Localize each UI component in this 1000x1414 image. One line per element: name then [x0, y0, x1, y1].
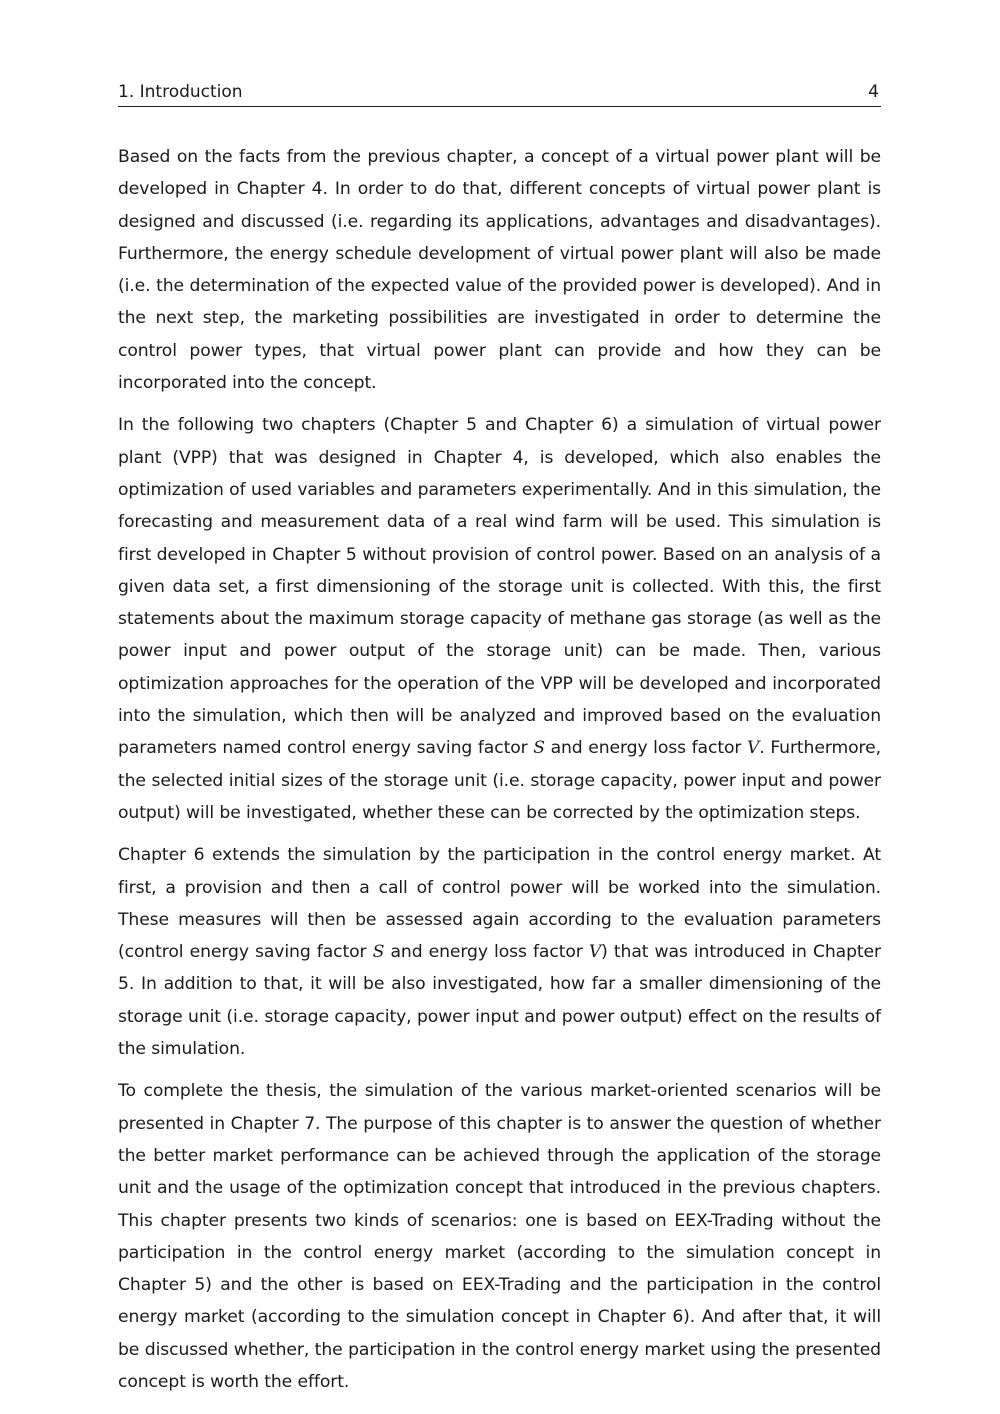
paragraph-1: Based on the facts from the previous chapter, a concept of a virtual power plant will be developed in Chapter 4. In order to do that, different concepts of virtual power plant is designed and discussed (i.e. regarding its applications, advantages and disadvantages). Furthermore, the energy schedule development of virtual power plant will also be made (i.e. the determination of the expected value of the provided power is developed). And in the next step, the marketing possibilities are investigated in order to determine the control power types, that virtual power plant can provide and how they can be incorporated into the concept. — [118, 147, 881, 394]
paragraph-4: To complete the thesis, the simulation of the various market-oriented scenarios will be presented in Chapter 7. The purpose of this chapter is to answer the question of whether the better market performance can be achieved through the application of the storage unit and the usage of the optimization concept that introduced in the previous chapters. This chapter presents two kinds of scenarios: one is based on EEX-Trading without the participation in the control energy market (according to the simulation concept in Chapter 5) and the other is based on EEX-Trading and the participation in the control energy market (according to the simulation concept in Chapter 6). And after that, it will be discussed whether, the participation in the control energy market using the presented concept is worth the effort. — [118, 1081, 881, 1392]
variable-s: S — [533, 738, 545, 759]
paragraph-3-part-a: Chapter 6 extends the simulation by the participation in the control energy market. At first, a provision and then a call of control power will be worked into the simulation. These measures will then be assessed again according to the evaluation parameters (control energy saving factor — [118, 845, 881, 963]
paragraph-2 — [118, 409, 881, 829]
paragraph-2-part-a: In the following two chapters (Chapter 5 and Chapter 6) a simulation of virtual power plant (VPP) that was designed in Chapter 4, is developed, which also enables the optimization of used variables and parameters experimentally. And in this simulation, the forecasting and measurement data of a real wind farm will be used. This simulation is first developed in Chapter 5 without provision of control power. Based on an analysis of a given data set, a first dimensioning of the storage unit is collected. With this, the first statements about the maximum storage capacity of methane gas storage (as well as the power input and power output of the storage unit) can be made. Then, various optimization approaches for the operation of the VPP will be developed and incorporated into the simulation, which then will be analyzed and improved based on the evaluation parameters named control energy saving factor — [118, 415, 881, 759]
paragraph-3-part-c: ) that was introduced in Chapter 5. In addition to that, it will be also investigated, how far a smaller dimensioning of the storage unit (i.e. storage capacity, power input and power output) effect on the results of the simulation. — [118, 942, 881, 1060]
variable-v: V — [588, 942, 602, 963]
running-header — [118, 80, 881, 107]
variable-v: V — [747, 738, 760, 759]
page-number: 4 — [868, 82, 879, 102]
paragraph-3-part-b: and energy loss factor — [390, 942, 583, 963]
paragraph-3 — [118, 839, 881, 1065]
paragraph-2-part-c: . Furthermore, the selected initial sizes of the storage unit (i.e. storage capacity, power input and power output) will be investigated, whether these can be corrected by the optimization steps. — [118, 738, 881, 823]
paragraph-2-part-b: and energy loss factor — [550, 738, 742, 759]
variable-s: S — [372, 942, 385, 963]
body-text — [118, 141, 881, 1408]
chapter-title: 1. Introduction — [118, 82, 243, 102]
